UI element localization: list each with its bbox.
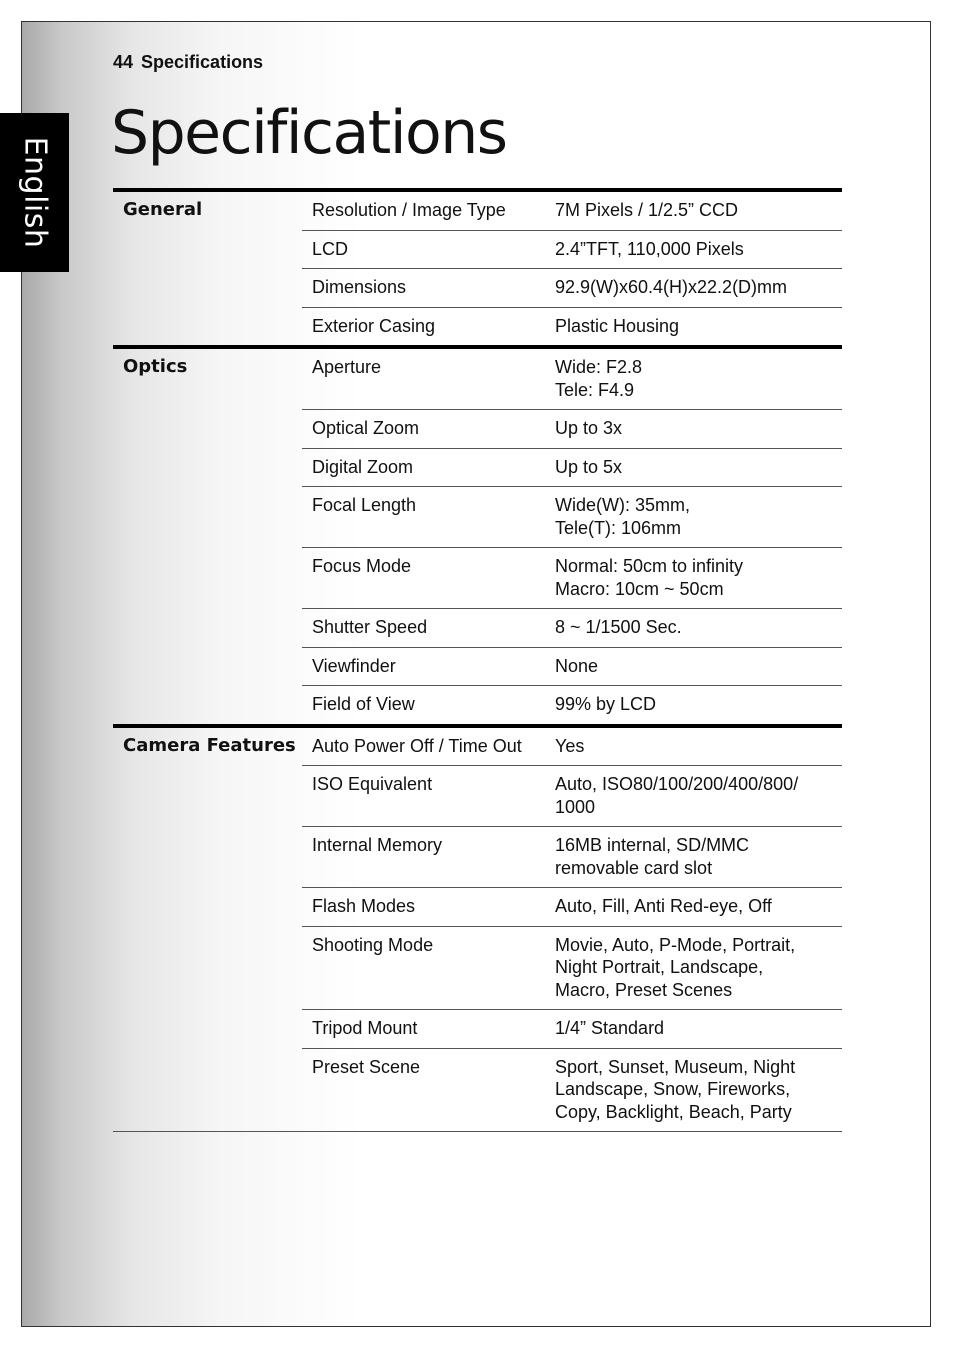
- specifications-table: [113, 188, 842, 1132]
- running-header: [113, 52, 263, 73]
- spec-value: [545, 307, 842, 347]
- spec-key: Flash Modes: [302, 888, 545, 927]
- spec-value-line: Up to 5x: [555, 456, 623, 477]
- spec-value: [545, 766, 842, 827]
- spec-value-line: Landscape, Snow, Fireworks,: [555, 1079, 791, 1099]
- spec-key: Focus Mode: [302, 548, 545, 609]
- spec-key: Resolution / Image Type: [302, 190, 545, 230]
- spec-key: Shooting Mode: [302, 926, 545, 1010]
- spec-value-line: 92.9(W)x60.4(H)x22.2(D)mm: [555, 277, 788, 297]
- spec-key: LCD: [302, 230, 545, 269]
- spec-category: General: [113, 190, 302, 347]
- spec-value-line: Yes: [555, 735, 585, 756]
- language-tab-label: English: [17, 136, 53, 249]
- spec-value: [545, 487, 842, 548]
- spec-value-line: Normal: 50cm to infinity: [555, 556, 744, 576]
- spec-value-line: Plastic Housing: [555, 315, 680, 336]
- spec-value-line: 2.4”TFT, 110,000 Pixels: [555, 238, 744, 259]
- spec-value-line: 8 ~ 1/1500 Sec.: [555, 617, 682, 637]
- spec-value-line: 99% by LCD: [555, 694, 657, 714]
- spec-category: Optics: [113, 347, 302, 726]
- spec-value-line: Tele(T): 106mm: [555, 517, 682, 538]
- spec-value-line: Macro: 10cm ~ 50cm: [555, 578, 724, 599]
- spec-key: Tripod Mount: [302, 1010, 545, 1049]
- spec-value-line: Movie, Auto, P-Mode, Portrait,: [555, 934, 796, 955]
- spec-key: Optical Zoom: [302, 410, 545, 449]
- spec-value-line: Wide(W): 35mm,: [555, 495, 690, 515]
- spec-value-line: Auto, ISO80/100/200/400/800/: [555, 774, 799, 794]
- spec-category: Camera Features: [113, 726, 302, 1132]
- spec-value: [545, 410, 842, 449]
- spec-value-line: 7M Pixels / 1/2.5” CCD: [555, 200, 739, 220]
- spec-key: Preset Scene: [302, 1048, 545, 1132]
- spec-key: Internal Memory: [302, 827, 545, 888]
- spec-row: [113, 726, 842, 766]
- spec-value: [545, 609, 842, 648]
- language-tab: [0, 113, 69, 272]
- spec-value-line: Auto, Fill, Anti Red-eye, Off: [555, 896, 772, 916]
- spec-value-line: Copy, Backlight, Beach, Party: [555, 1101, 792, 1122]
- spec-value-line: Tele: F4.9: [555, 379, 635, 400]
- spec-value: [545, 269, 842, 308]
- spec-value-line: Wide: F2.8: [555, 357, 643, 377]
- spec-key: Exterior Casing: [302, 307, 545, 347]
- spec-value-line: 1000: [555, 796, 596, 817]
- spec-value-line: 16MB internal, SD/MMC: [555, 835, 750, 855]
- spec-value: [545, 888, 842, 927]
- spec-key: Digital Zoom: [302, 448, 545, 487]
- spec-value-line: Sport, Sunset, Museum, Night: [555, 1056, 796, 1077]
- spec-value: [545, 1010, 842, 1049]
- spec-value-line: Macro, Preset Scenes: [555, 979, 733, 1000]
- spec-key: Aperture: [302, 347, 545, 410]
- spec-key: Shutter Speed: [302, 609, 545, 648]
- spec-key: Dimensions: [302, 269, 545, 308]
- page-number: 44: [113, 52, 134, 72]
- spec-value: [545, 448, 842, 487]
- spec-value-line: Night Portrait, Landscape,: [555, 957, 764, 977]
- spec-value-line: Up to 3x: [555, 418, 623, 438]
- spec-value: [545, 1048, 842, 1132]
- spec-value: [545, 230, 842, 269]
- spec-key: Focal Length: [302, 487, 545, 548]
- spec-value: [545, 926, 842, 1010]
- spec-value: [545, 190, 842, 230]
- spec-value: [545, 827, 842, 888]
- spec-key: Viewfinder: [302, 647, 545, 686]
- spec-value: [545, 347, 842, 410]
- spec-value-line: None: [555, 655, 599, 676]
- spec-value-line: removable card slot: [555, 857, 713, 878]
- spec-value: [545, 647, 842, 686]
- spec-value: [545, 548, 842, 609]
- spec-row: [113, 347, 842, 410]
- spec-key: ISO Equivalent: [302, 766, 545, 827]
- spec-value: [545, 686, 842, 726]
- spec-value: [545, 726, 842, 766]
- section-name: Specifications: [141, 52, 264, 72]
- spec-key: Auto Power Off / Time Out: [302, 726, 545, 766]
- spec-key: Field of View: [302, 686, 545, 726]
- spec-row: [113, 190, 842, 230]
- page-title: Specifications: [111, 98, 507, 168]
- spec-value-line: 1/4” Standard: [555, 1018, 665, 1038]
